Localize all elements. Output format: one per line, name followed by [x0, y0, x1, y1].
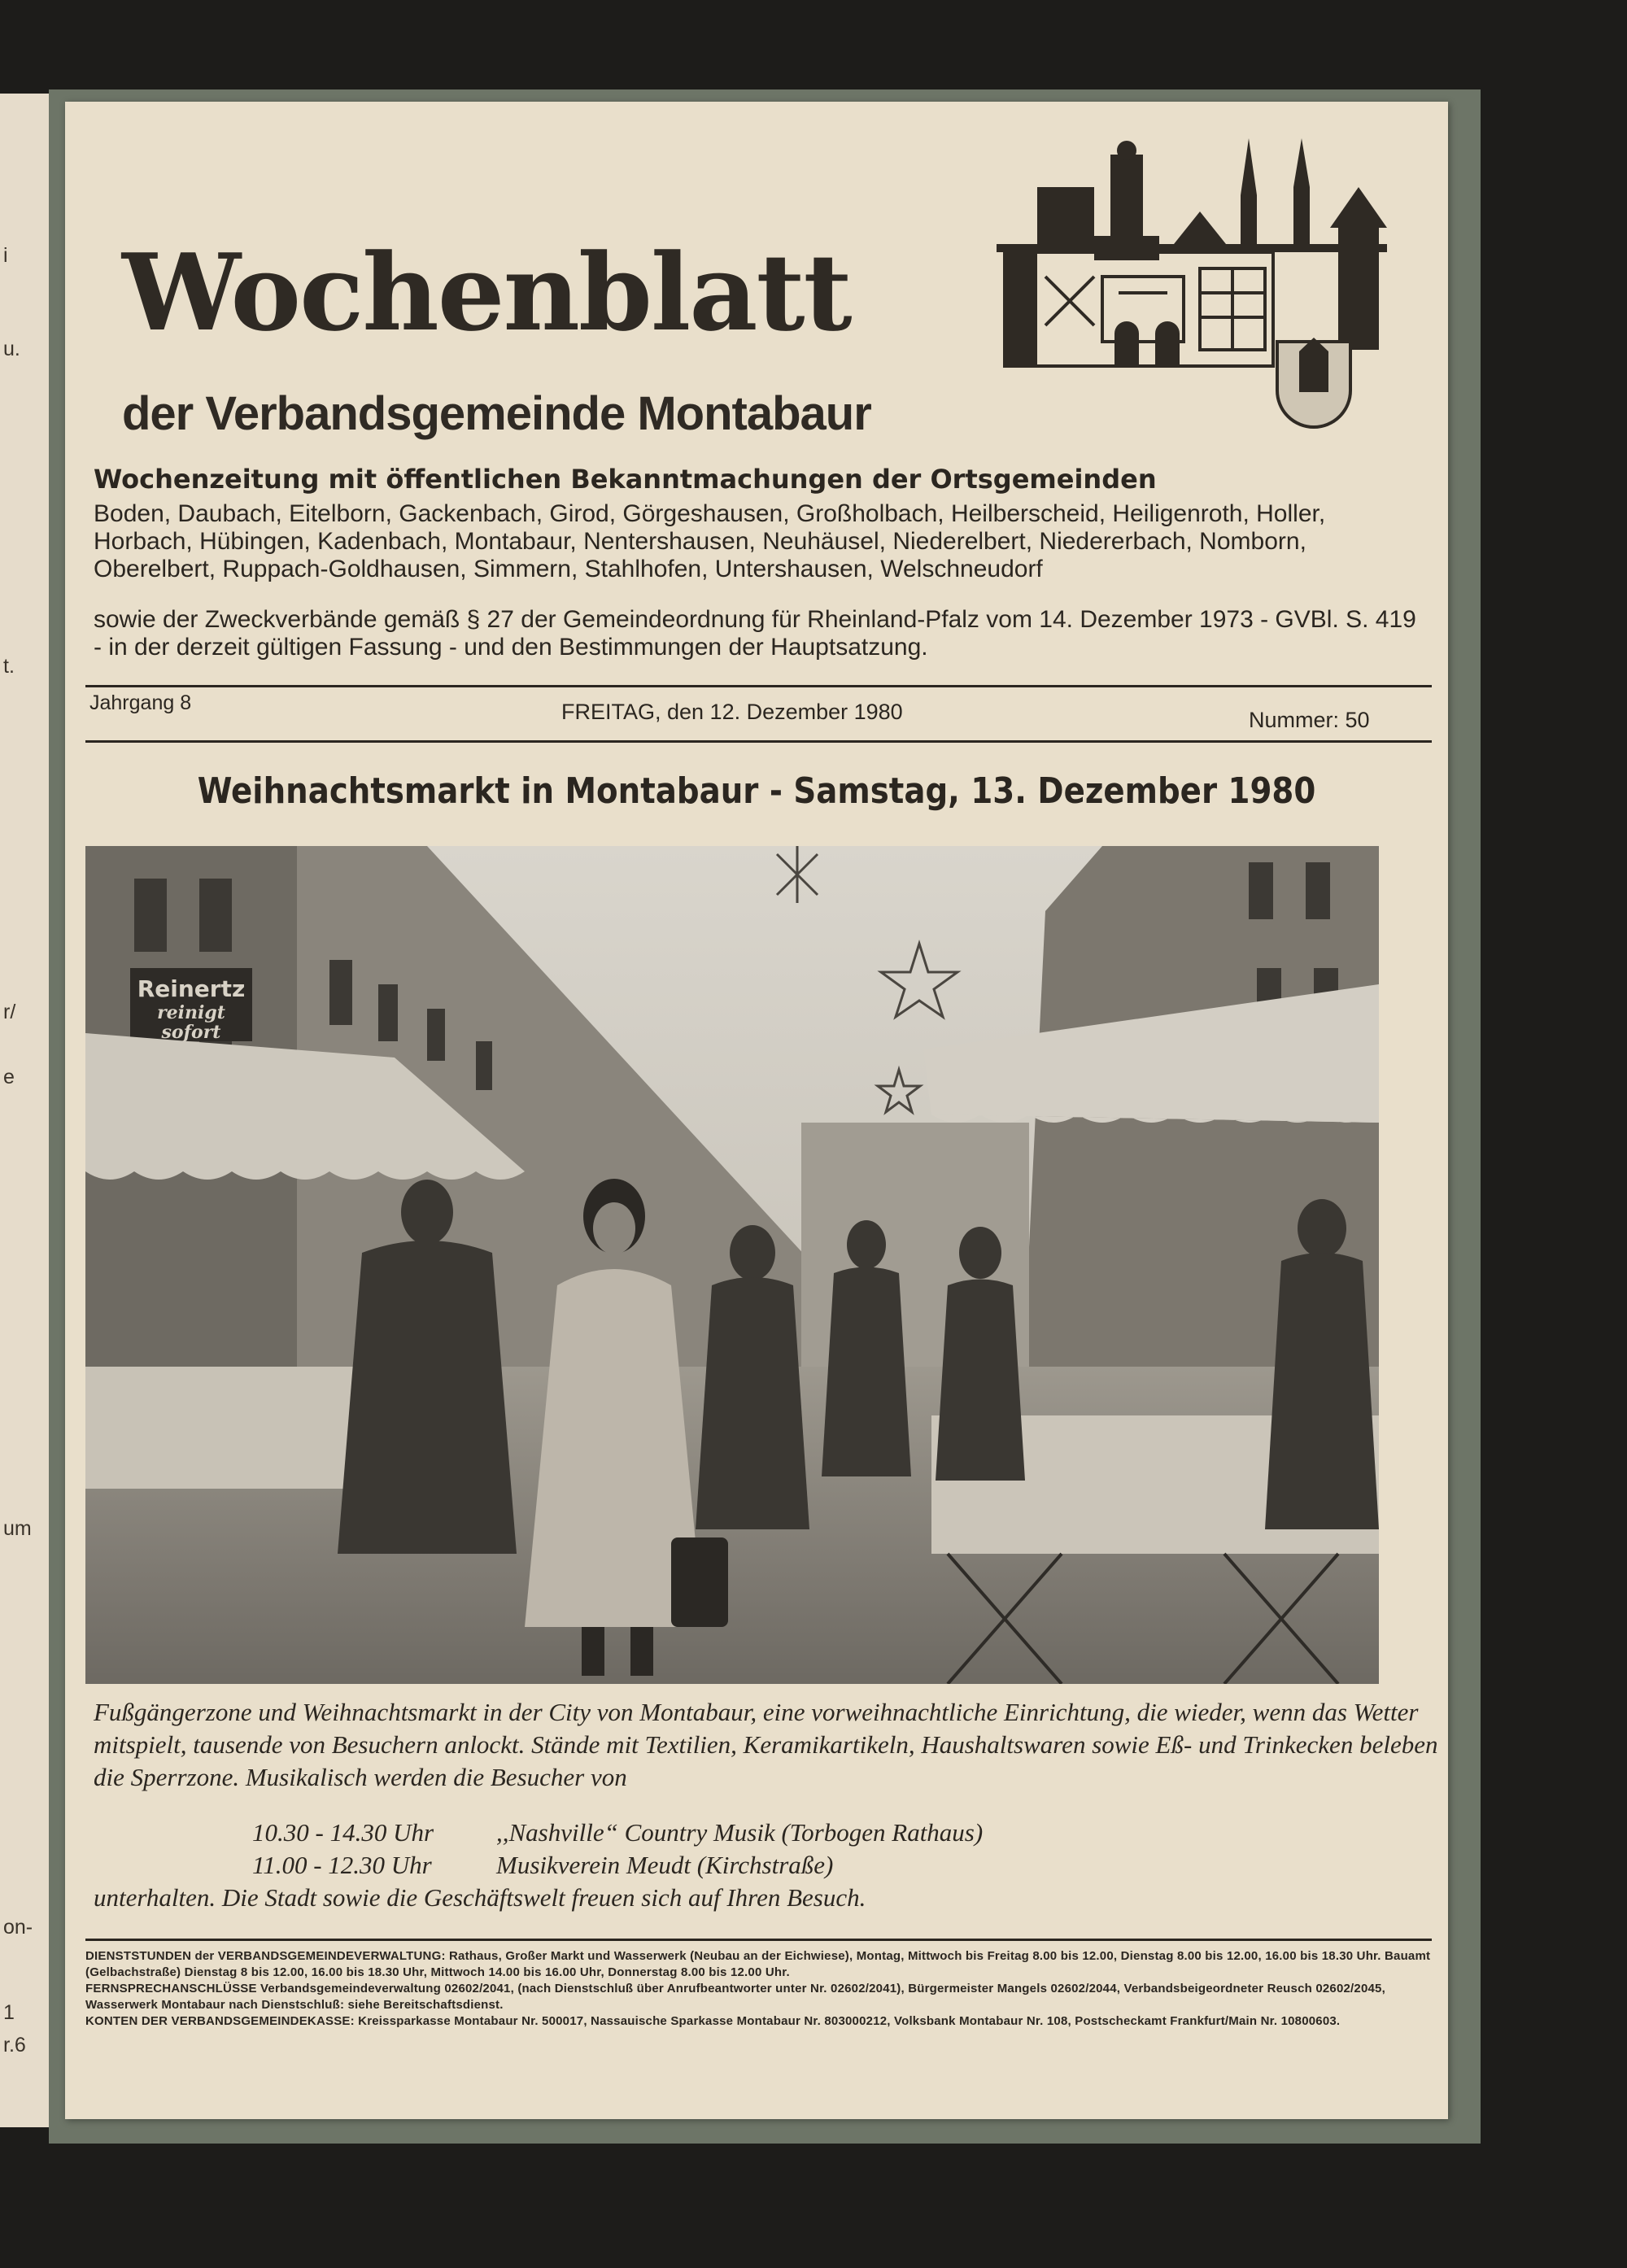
shop-sign-line-3: sofort	[161, 1022, 221, 1043]
market-street-photo	[85, 846, 1379, 1684]
top-rule-divider	[85, 685, 1432, 687]
issue-date: FREITAG, den 12. Dezember 1980	[561, 700, 903, 724]
coat-of-arms-icon	[1277, 338, 1350, 427]
shop-sign-line-2: reinigt	[157, 1002, 225, 1023]
issue-number: Nummer: 50	[1249, 708, 1370, 732]
photo-scene	[85, 846, 1379, 1684]
prev-page-fragment: u.	[3, 338, 20, 360]
town-skyline-illustration	[997, 138, 1387, 447]
schedule-event-1: ,,Nashville“ Country Musik (Torbogen Rathaus)	[496, 1818, 984, 1847]
masthead-title: Wochenblatt	[122, 230, 851, 355]
member-towns-list: Boden, Daubach, Eitelborn, Gackenbach, Girod, Görgeshausen, Großholbach, Heilberscheid, Heiligenroth, Holler, Horbach, Hübingen, Kadenbach, Montabaur, Nentershausen, Neuhäusel, Niederelbert, Niedererbach, Nomborn, Oberelbert, Ruppach-Goldhausen, Simmern, Stahlhofen, Untershausen, Welschneudorf	[94, 500, 1326, 582]
masthead-subtitle: der Verbandsgemeinde Montabaur	[122, 387, 871, 440]
prev-page-fragment: um	[3, 1517, 32, 1540]
prev-page-fragment: t.	[3, 655, 15, 678]
issue-rule-divider	[85, 740, 1432, 743]
prev-page-fragment: on-	[3, 1916, 33, 1939]
prev-page-fragment: i	[3, 244, 8, 267]
shop-sign-line-1: Reinertz	[137, 975, 246, 1002]
photo-caption: Fußgängerzone und Weihnachtsmarkt in der City von Montabaur, eine vorweihnachtliche Einrichtung, die wieder, wenn das Wetter mitspielt, tausende von Besuchern anlockt. Stände mit Textilien, Keramikartikeln, Haushaltswaren sowie Eß- und Trinkecken beleben die Sperrzone. Musikalisch werden die Besucher von	[94, 1698, 1438, 1791]
office-hours: DIENSTSTUNDEN der VERBANDSGEMEINDEVERWALTUNG: Rathaus, Großer Markt und Wasserwerk (Neubau an der Eichwiese), Montag, Mittwoch bis Freitag 8.00 bis 12.00, Dienstag 8.00 bis 12.00, 16.00 bis 18.30 Uhr. Bauamt (Gelbachstraße) Dienstag 8 bis 12.00, 16.00 bis 18.30 Uhr, Mittwoch 14.00 bis 16.00 Uhr, Donnerstag 8.00 bis 12.00 Uhr.	[85, 1949, 1431, 1979]
prev-page-fragment: e	[3, 1066, 15, 1088]
phone-numbers: FERNSPRECHANSCHLÜSSE Verbandsgemeindeverwaltung 02602/2041, (nach Dienstschluß über Anrufbeantworter unter Nr. 02602/2041), Bürgermeister Mangels 02602/2044, Verbandsbeigeordneter Reusch 02602/2045, Wasserwerk Montabaur nach Dienstschluß: siehe Bereitschaftsdienst.	[85, 1982, 1385, 2012]
schedule-time-2: 11.00 - 12.30 Uhr	[252, 1851, 432, 1879]
article-headline: Weihnachtsmarkt in Montabaur - Samstag, 13. Dezember 1980	[197, 770, 1316, 812]
bank-accounts: KONTEN DER VERBANDSGEMEINDEKASSE: Kreissparkasse Montabaur Nr. 500017, Nassauische Sparkasse Montabaur Nr. 803000212, Volksbank Montabaur Nr. 108, Postscheckamt Frankfurt/Main Nr. 10800603.	[85, 2014, 1341, 2028]
caption-closing: unterhalten. Die Stadt sowie die Geschäftswelt freuen sich auf Ihren Besuch.	[94, 1883, 866, 1912]
newspaper-page	[65, 102, 1448, 2119]
administration-footer	[85, 1948, 1432, 2030]
prev-page-fragment: r/	[3, 1001, 16, 1023]
prev-page-fragment: 1	[3, 2001, 15, 2024]
prev-page-fragment: r.6	[3, 2034, 26, 2056]
schedule-time-1: 10.30 - 14.30 Uhr	[252, 1818, 434, 1847]
footer-rule-divider	[85, 1939, 1432, 1941]
issue-volume: Jahrgang 8	[89, 691, 192, 714]
tagline: Wochenzeitung mit öffentlichen Bekanntmachungen der Ortsgemeinden	[94, 464, 1157, 495]
legal-notice: sowie der Zweckverbände gemäß § 27 der Gemeindeordnung für Rheinland-Pfalz vom 14. Dezember 1973 - GVBl. S. 419 - in der derzeit gültigen Fassung - und den Bestimmungen der Hauptsatzung.	[94, 606, 1416, 661]
schedule-event-2: Musikverein Meudt (Kirchstraße)	[496, 1851, 834, 1879]
